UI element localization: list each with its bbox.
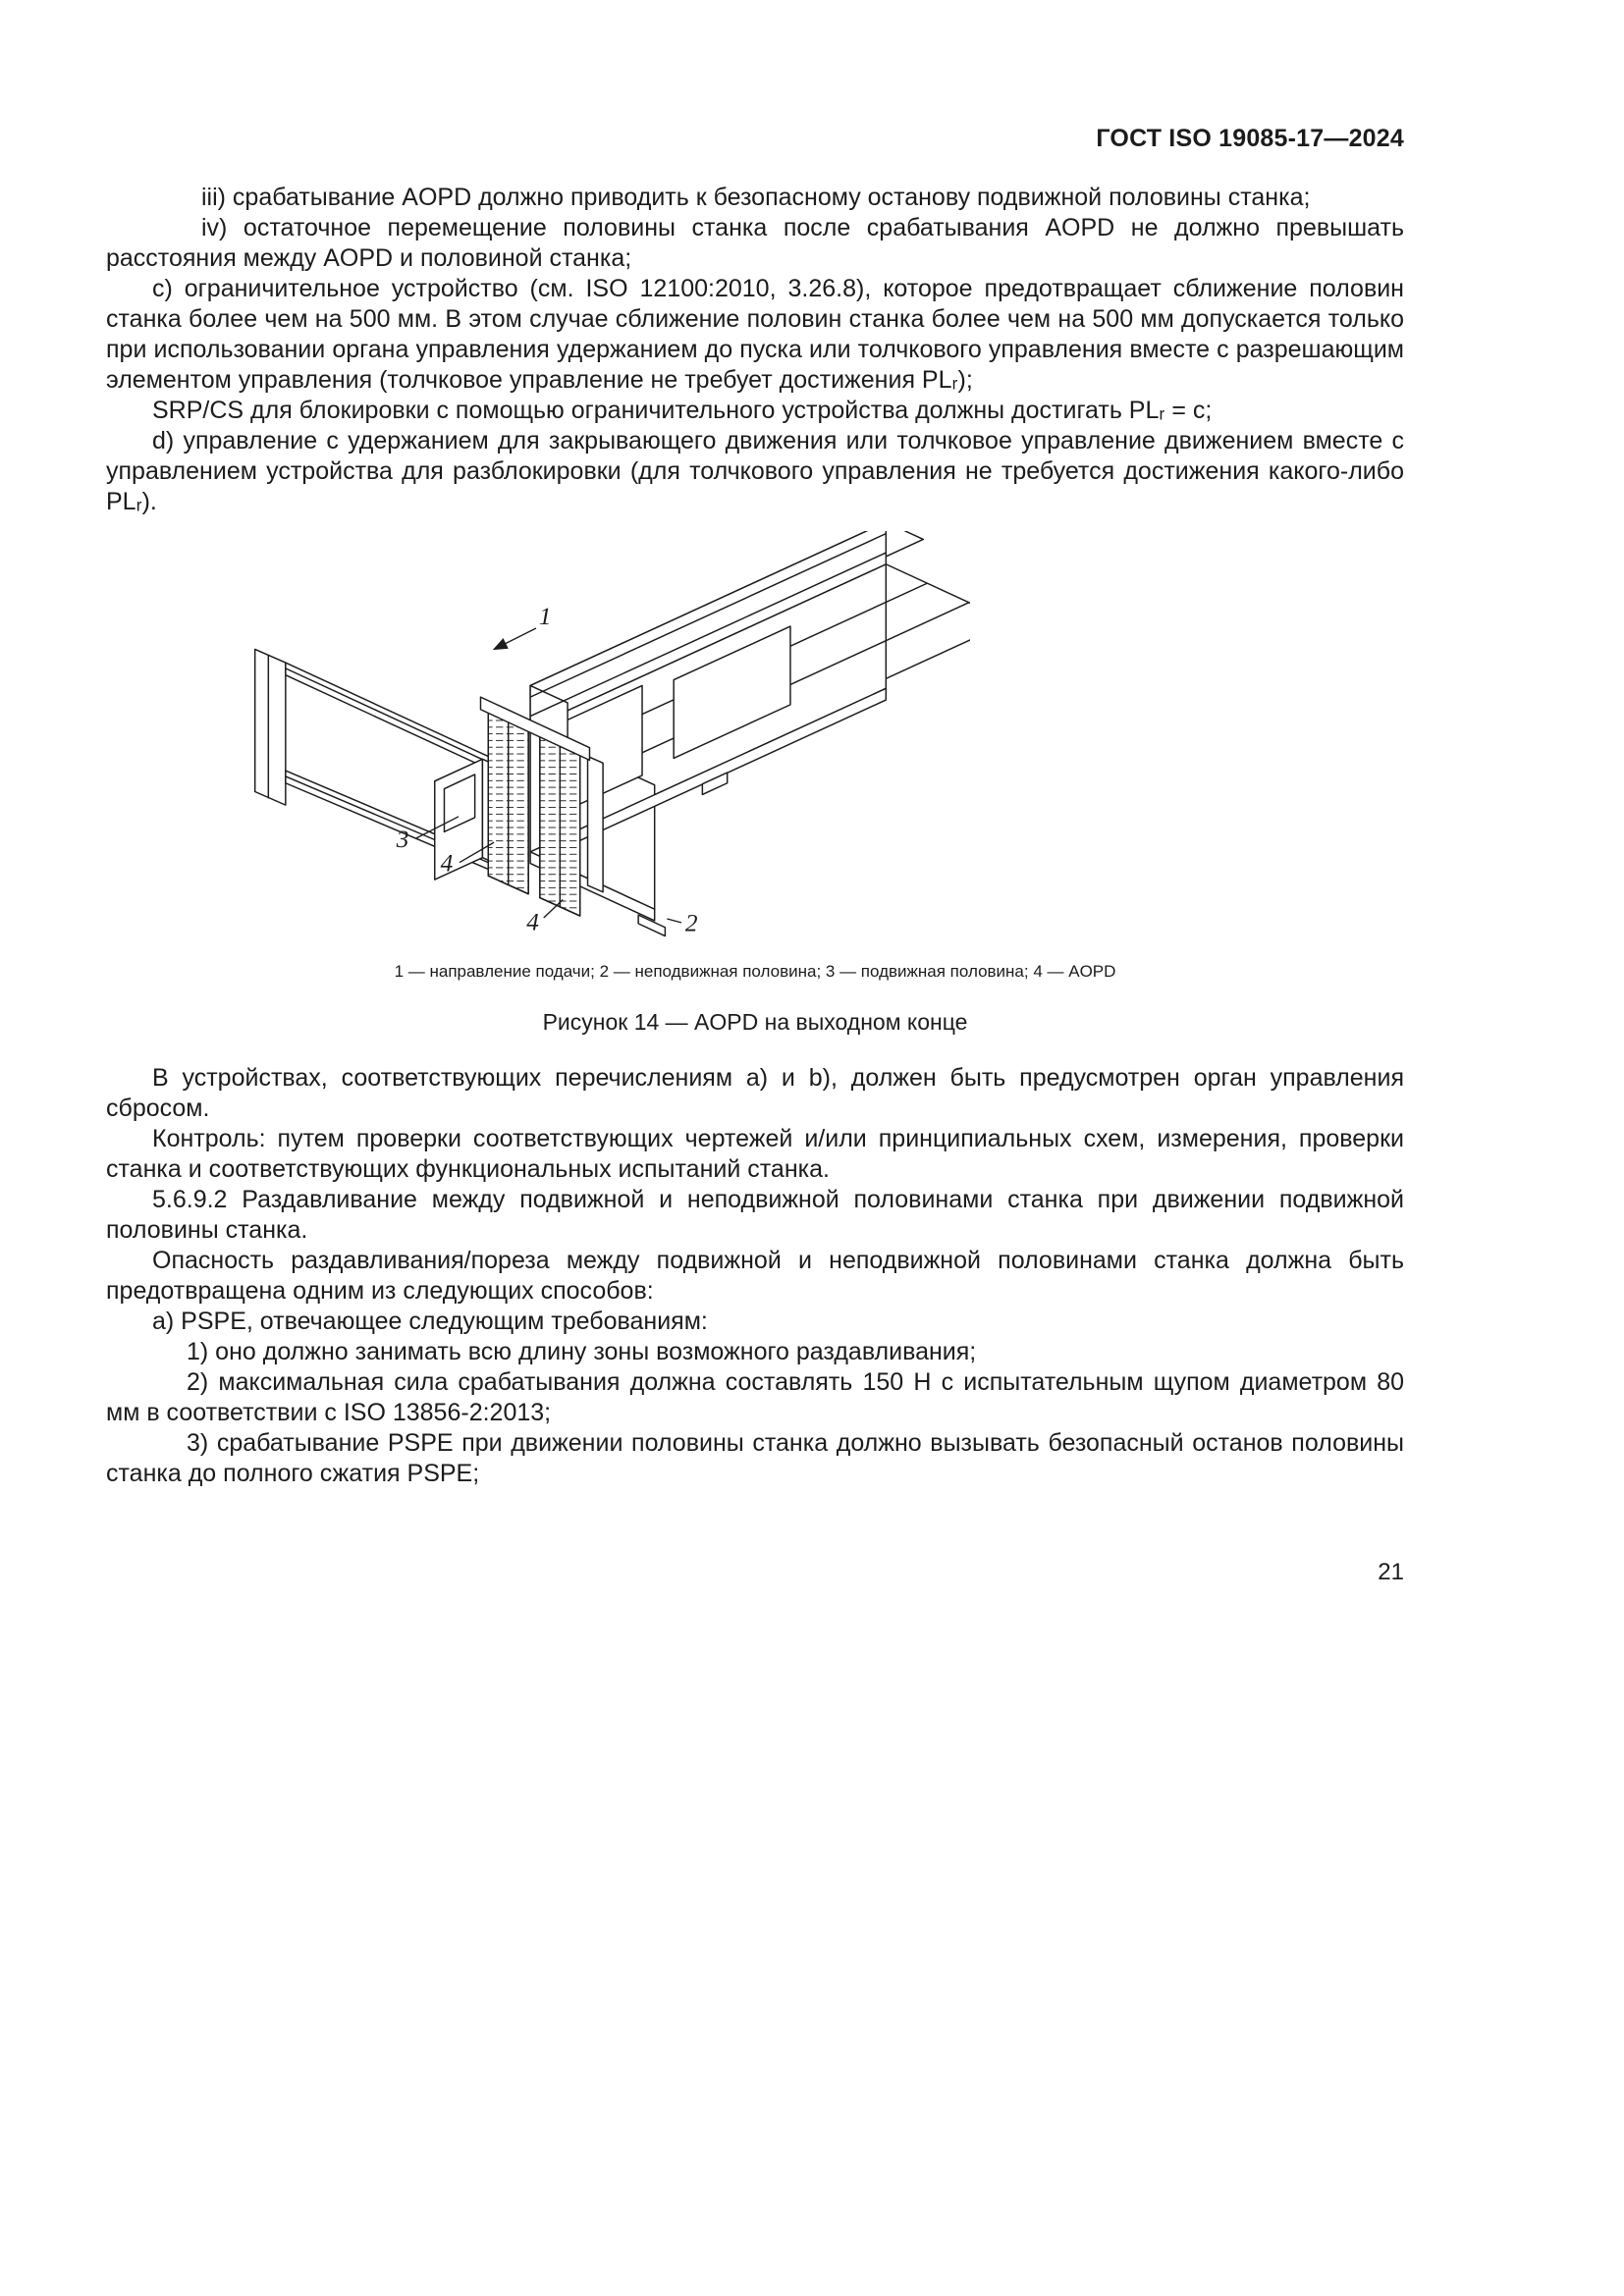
figure-14-drawing: [244, 531, 970, 943]
paragraph-reset: В устройствах, соответствующих перечислениям a) и b), должен быть предусмотрен орган управления сбросом.: [106, 1064, 1404, 1122]
page-number: 21: [1378, 1559, 1404, 1585]
figure-14: [106, 531, 1404, 1036]
leader-2: [667, 919, 681, 923]
feed-direction-arrow: [494, 628, 536, 649]
paragraph-a-pspe: a) PSPE, отвечающее следующим требованиям:: [152, 1308, 708, 1335]
figure-legend: 1 — направление подачи; 2 — неподвижная половина; 3 — подвижная половина; 4 — AOPD: [394, 962, 1116, 981]
label-1: 1: [538, 603, 552, 631]
paragraph-item-3: 3) срабатывание PSPE при движении половины станка должно вызывать безопасный останов половины станка до полного сжатия PSPE;: [106, 1429, 1404, 1487]
movable-half-frame: [255, 649, 519, 881]
figure-caption: Рисунок 14 — AOPD на выходном конце: [542, 1009, 968, 1035]
paragraph-hazard: Опасность раздавливания/пореза между подвижной и неподвижной половинами станка должна быть предотвращена одним из следующих способов:: [106, 1247, 1404, 1305]
paragraph-item-2: 2) максимальная сила срабатывания должна составлять 150 Н с испытательным щупом диаметром 80 мм в соответствии с ISO 13856-2:2013;: [106, 1368, 1404, 1426]
paragraph-c: c) ограничительное устройство (см. ISO 12100:2010, 3.26.8), которое предотвращает сближение половин станка более чем на 500 мм. В этом случае сближение половин станка более чем на 500 мм допускается только при использовании органа управления удержанием до пуска или толчкового управления вместе с разрешающим элементом управления (толчковое управление не требует достижения PLᵣ);: [106, 275, 1404, 394]
label-2: 2: [684, 909, 698, 937]
paragraph-iv: iv) остаточное перемещение половины станка после срабатывания AOPD не должно превышать расстояния между AOPD и половиной станка;: [106, 214, 1404, 272]
bottom-text-block: [106, 1063, 1404, 1489]
paragraph-srpcs: SRP/CS для блокировки с помощью ограничительного устройства должны достигать PLᵣ = c;: [152, 397, 1213, 424]
label-4a: 4: [440, 849, 454, 878]
page-header: ГОСТ ISO 19085-17—2024: [1096, 125, 1404, 152]
label-3: 3: [396, 825, 409, 853]
label-4b: 4: [526, 908, 539, 936]
paragraph-control: Контроль: путем проверки соответствующих чертежей и/или принципиальных схем, измерения, проверки станка и соответствующих функциональных испытаний станка.: [106, 1125, 1404, 1183]
paragraph-d: d) управление с удержанием для закрывающего движения или толчковое управление движением вместе с управлением устройства для разблокировки (для толчкового управления не требуется достижения какого-либо PLᵣ).: [106, 427, 1404, 515]
paragraph-5692: 5.6.9.2 Раздавливание между подвижной и неподвижной половинами станка при движении подвижной половины станка.: [106, 1186, 1404, 1244]
text-column: [106, 124, 1404, 1489]
paragraph-item-1: 1) оно должно занимать всю длину зоны возможного раздавливания;: [187, 1338, 977, 1365]
top-text-block: [106, 183, 1404, 517]
paragraph-iii: iii) срабатывание AOPD должно приводить к безопасному останову подвижной половины станка;: [201, 184, 1311, 211]
